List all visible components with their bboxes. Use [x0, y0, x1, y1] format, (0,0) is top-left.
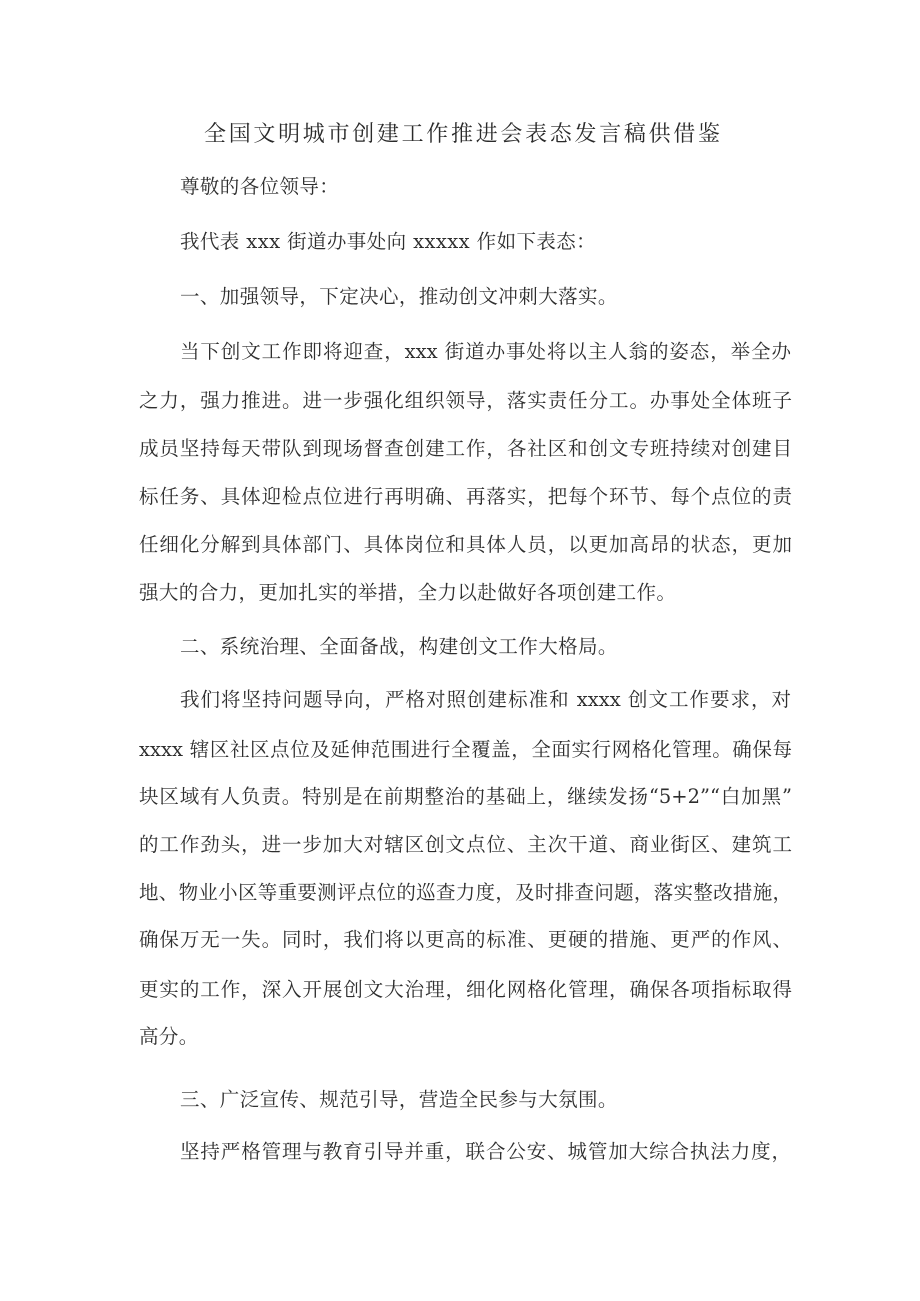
paragraph-line: 的工作劲头，进一步加大对辖区创文点位、主次干道、商业街区、建筑工 [139, 833, 792, 856]
section-heading-1: 一、加强领导，下定决心，推动创文冲刺大落实。 [180, 285, 618, 308]
paragraph-line: 任细化分解到具体部门、具体岗位和具体人员，以更加高昂的状态，更加 [139, 533, 792, 556]
paragraph-line: 强大的合力，更加扎实的举措，全力以赴做好各项创建工作。 [139, 581, 677, 604]
paragraph-line: 我们将坚持问题导向，严格对照创建标准和 xxxx 创文工作要求，对 [180, 688, 791, 711]
paragraph-line: 块区域有人负责。特别是在前期整治的基础上，继续发扬“5+2”“白加黑” [139, 785, 792, 808]
section-heading-2: 二、系统治理、全面备战，构建创文工作大格局。 [180, 635, 618, 658]
paragraph-line: 当下创文工作即将迎查，xxx 街道办事处将以主人翁的姿态，举全办 [180, 340, 791, 363]
paragraph-line: xxxx 辖区社区点位及延伸范围进行全覆盖，全面实行网格化管理。确保每 [139, 738, 792, 761]
intro-line: 我代表 xxx 街道办事处向 xxxxx 作如下表态： [180, 230, 597, 253]
paragraph-line: 确保万无一失。同时，我们将以更高的标准、更硬的措施、更严的作风、 [139, 928, 792, 951]
document-title: 全国文明城市创建工作推进会表态发言稿供借鉴 [204, 122, 720, 147]
section-heading-3: 三、广泛宣传、规范引导，营造全民参与大氛围。 [180, 1088, 618, 1111]
paragraph-line: 标任务、具体迎检点位进行再明确、再落实，把每个环节、每个点位的责 [139, 485, 792, 508]
paragraph-line: 更实的工作，深入开展创文大治理，细化网格化管理，确保各项指标取得 [139, 978, 792, 1001]
paragraph-line: 之力，强力推进。进一步强化组织领导，落实责任分工。办事处全体班子 [139, 389, 792, 412]
paragraph-line: 高分。 [139, 1025, 199, 1048]
paragraph-line: 坚持严格管理与教育引导并重，联合公安、城管加大综合执法力度， [180, 1140, 791, 1163]
paragraph-line: 成员坚持每天带队到现场督查创建工作，各社区和创文专班持续对创建目 [139, 437, 792, 460]
salutation: 尊敬的各位领导： [180, 175, 340, 198]
paragraph-line: 地、物业小区等重要测评点位的巡查力度，及时排查问题，落实整改措施， [139, 881, 792, 904]
